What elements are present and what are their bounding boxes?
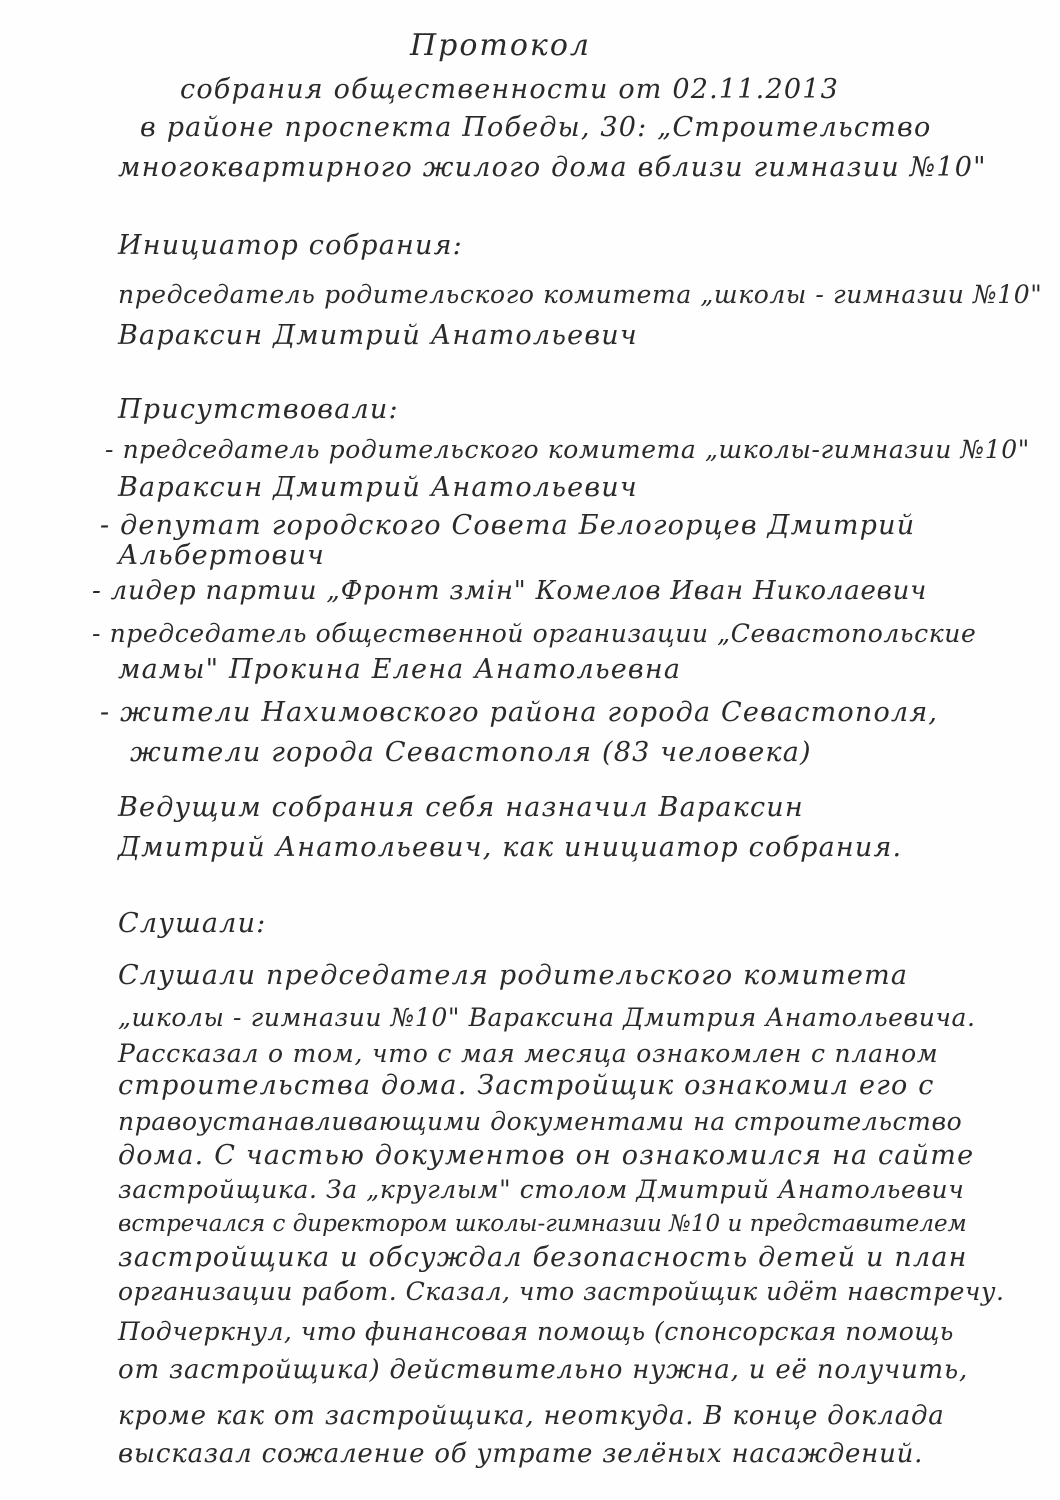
document-title: Протокол <box>410 28 592 63</box>
heard-line: строительства дома. Застройщик ознакомил его с <box>118 1070 935 1101</box>
initiator-line: председатель родительского комитета „школы - гимназии №10" <box>118 280 1043 309</box>
heard-line: организации работ. Сказал, что застройщик идёт навстречу. <box>118 1277 1005 1306</box>
heard-line: от застройщика) действительно нужна, и её получить, <box>118 1355 969 1385</box>
present-line: - лидер партии „Фронт змін" Комелов Иван Николаевич <box>92 576 928 606</box>
initiator-line: Вараксин Дмитрий Анатольевич <box>118 320 638 351</box>
heard-line: застройщика и обсуждал безопасность детей и план <box>118 1242 968 1273</box>
present-line: Альбертович <box>118 540 326 571</box>
heard-line: правоустанавливающими документами на строительство <box>118 1107 963 1136</box>
present-line: - депутат городского Совета Белогорцев Дмитрий <box>100 510 916 541</box>
present-line: Вараксин Дмитрий Анатольевич <box>118 472 638 503</box>
subtitle-line: в районе проспекта Победы, 30: „Строительство <box>140 112 932 143</box>
heard-line: кроме как от застройщика, неоткуда. В конце доклада <box>118 1401 945 1431</box>
present-line: - жители Нахимовского района города Севастополя, <box>100 697 939 728</box>
heard-line: дома. С частью документов он ознакомился на сайте <box>118 1140 975 1171</box>
heard-line: высказал сожаление об утрате зелёных насаждений. <box>118 1439 924 1469</box>
heard-heading: Слушали: <box>118 908 267 939</box>
present-line: жители города Севастополя (83 человека) <box>130 737 812 768</box>
heard-line: застройщика. За „круглым" столом Дмитрий Анатольевич <box>118 1175 965 1204</box>
subtitle-line: собрания общественности от 02.11.2013 <box>180 74 839 105</box>
heard-line: Подчеркнул, что финансовая помощь (спонсорская помощь <box>118 1317 954 1346</box>
heard-line: „школы - гимназии №10" Вараксина Дмитрия Анатольевича. <box>118 1003 976 1032</box>
initiator-heading: Инициатор собрания: <box>118 230 463 261</box>
present-heading: Присутствовали: <box>118 394 399 425</box>
heard-line: Слушали председателя родительского комитета <box>118 960 909 991</box>
present-line: - председатель общественной организации „Севастопольские <box>92 619 977 648</box>
present-line: - председатель родительского комитета „школы-гимназии №10" <box>105 435 1030 464</box>
subtitle-line: многоквартирного жилого дома вблизи гимназии №10" <box>118 152 987 183</box>
chair-line: Дмитрий Анатольевич, как инициатор собрания. <box>118 832 903 863</box>
chair-line: Ведущим собрания себя назначил Вараксин <box>118 792 804 823</box>
heard-line: встречался с директором школы-гимназии №10 и представителем <box>118 1211 967 1237</box>
heard-line: Рассказал о том, что с мая месяца ознакомлен с планом <box>118 1039 939 1068</box>
present-line: мамы" Прокина Елена Анатольевна <box>118 654 682 685</box>
